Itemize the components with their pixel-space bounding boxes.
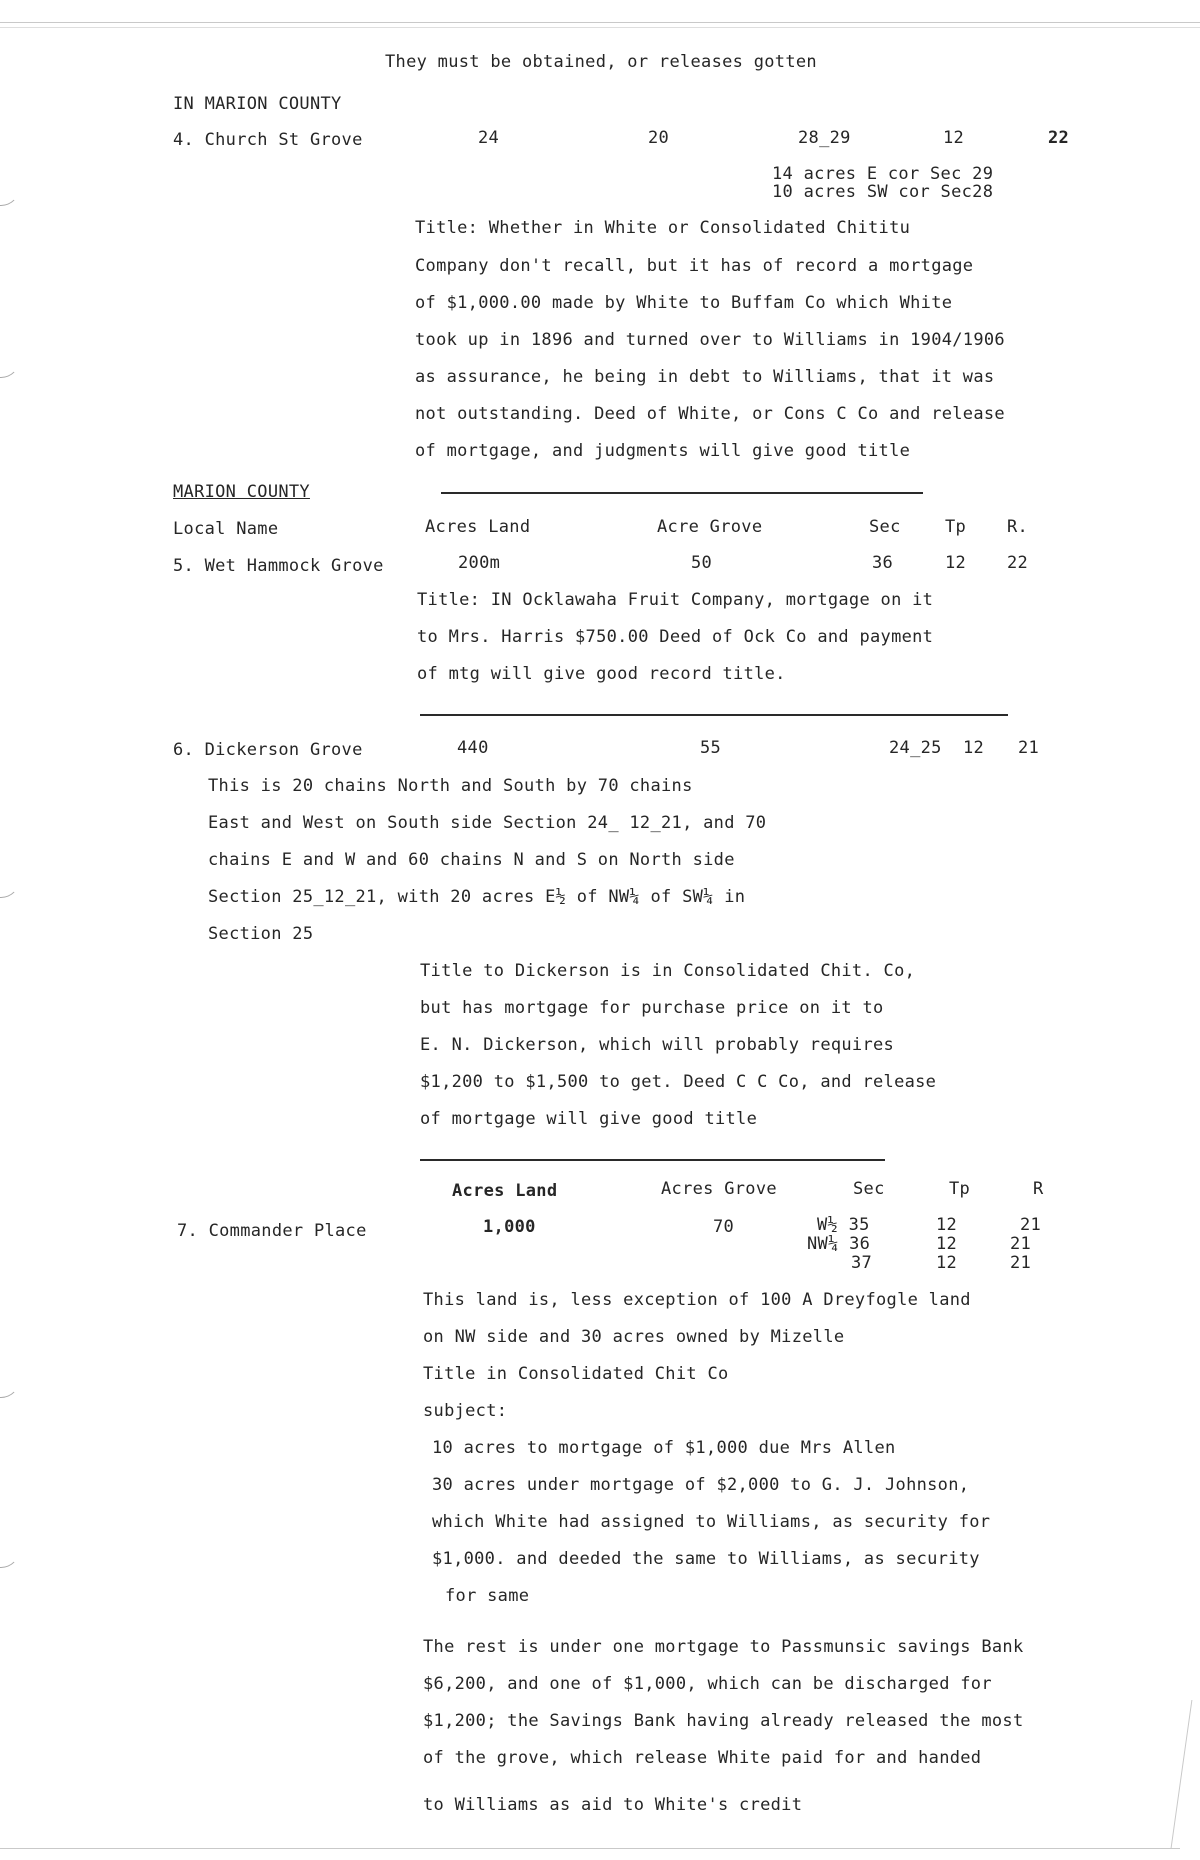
item-4-acres-grove: 20 <box>648 128 670 148</box>
item-4-title-line: took up in 1896 and turned over to Williams in 1904/1906 <box>415 330 1005 350</box>
item-7-sec-row: NW¼ 36 <box>807 1234 871 1254</box>
item-4-r: 22 <box>1048 128 1070 148</box>
item-7-sec-row: 37 <box>851 1253 873 1273</box>
punch-hole-3 <box>0 860 20 898</box>
punch-hole-4 <box>0 1360 20 1398</box>
item-4-title-line: Company don't recall, but it has of record a mortgage <box>415 256 974 276</box>
item-5-tp: 12 <box>945 553 967 573</box>
header-note: They must be obtained, or releases gotten <box>385 52 817 72</box>
item-4-acres-land: 24 <box>478 128 500 148</box>
item-4-title-line: Title: Whether in White or Consolidated Chititu <box>415 218 911 238</box>
item-7-subject-line: 10 acres to mortgage of $1,000 due Mrs Allen <box>432 1438 896 1458</box>
bottom-edge-line <box>0 1848 1180 1849</box>
top-edge-line <box>0 22 1200 23</box>
item-7-r-row: 21 <box>1010 1253 1032 1273</box>
item-6-desc-line: Section 25_12_21, with 20 acres E½ of NW¼ of SW¼ in <box>208 887 746 907</box>
item-7-acres-grove: 70 <box>713 1217 735 1237</box>
col-acre-grove: Acre Grove <box>657 517 763 537</box>
item-6-acres-grove: 55 <box>700 738 722 758</box>
col2-tp: Tp <box>949 1179 971 1199</box>
item-7-subject-line: for same <box>445 1586 530 1606</box>
punch-hole-5 <box>0 1530 20 1568</box>
item-7-tp-row: 12 <box>936 1253 958 1273</box>
item-4-label: 4. Church St Grove <box>173 130 363 150</box>
item-6-tp: 12 <box>963 738 985 758</box>
col2-r: R <box>1033 1179 1044 1199</box>
item-7-desc-line: subject: <box>423 1401 508 1421</box>
section-rule <box>420 714 1008 716</box>
item-5-title-line: Title: IN Ocklawaha Fruit Company, mortgage on it <box>417 590 934 610</box>
item-6-label: 6. Dickerson Grove <box>173 740 363 760</box>
item-4-sec: 28_29 <box>798 128 851 148</box>
item-7-r-row: 21 <box>1010 1234 1032 1254</box>
item-7-sec-row: W½ 35 <box>817 1215 870 1235</box>
item-4-title-line: of mortgage, and judgments will give good title <box>415 441 911 461</box>
item-5-title-line: to Mrs. Harris $750.00 Deed of Ock Co and payment <box>417 627 934 647</box>
item-7-subject-line: $1,000. and deeded the same to Williams, as security <box>432 1549 980 1569</box>
item-5-title-line: of mtg will give good record title. <box>417 664 786 684</box>
col-r: R. <box>1007 517 1029 537</box>
item-7-rest-line: $6,200, and one of $1,000, which can be discharged for <box>423 1674 992 1694</box>
item-6-desc-line: Section 25 <box>208 924 314 944</box>
col-sec: Sec <box>869 517 901 537</box>
item-7-desc-line: This land is, less exception of 100 A Dreyfogle land <box>423 1290 971 1310</box>
item-4-title-line: as assurance, he being in debt to Williams, that it was <box>415 367 995 387</box>
county-heading: IN MARION COUNTY <box>173 94 342 114</box>
item-7-desc-line: Title in Consolidated Chit Co <box>423 1364 729 1384</box>
item-6-desc-line: East and West on South side Section 24_ 12_21, and 70 <box>208 813 767 833</box>
right-edge-line <box>1171 1700 1193 1848</box>
punch-hole-1 <box>0 168 20 206</box>
item-7-rest-line: $1,200; the Savings Bank having already released the most <box>423 1711 1024 1731</box>
item-7-rest-line: to Williams as aid to White's credit <box>423 1795 803 1815</box>
item-7-rest-line: The rest is under one mortgage to Passmunsic savings Bank <box>423 1637 1024 1657</box>
col2-acres-land: Acres Land <box>452 1181 558 1201</box>
col-acres-land: Acres Land <box>425 517 531 537</box>
item-6-desc-line: chains E and W and 60 chains N and S on North side <box>208 850 735 870</box>
item-7-desc-line: on NW side and 30 acres owned by Mizelle <box>423 1327 845 1347</box>
section-rule <box>420 1159 885 1161</box>
item-5-acres-grove: 50 <box>691 553 713 573</box>
top-edge-line-2 <box>0 27 1200 28</box>
item-4-detail-2: 10 acres SW cor Sec28 <box>772 182 994 202</box>
item-7-tp-row: 12 <box>936 1215 958 1235</box>
item-7-label: 7. Commander Place <box>177 1221 367 1241</box>
item-5-acres-land: 200m <box>458 553 501 573</box>
item-6-title-line: $1,200 to $1,500 to get. Deed C C Co, and release <box>420 1072 937 1092</box>
item-5-sec: 36 <box>872 553 894 573</box>
item-4-title-line: of $1,000.00 made by White to Buffam Co which White <box>415 293 953 313</box>
item-7-r-row: 21 <box>1020 1215 1042 1235</box>
col-local-name: Local Name <box>173 519 279 539</box>
county-heading-underlined: MARION COUNTY <box>173 482 310 502</box>
item-4-tp: 12 <box>943 128 965 148</box>
item-6-title-line: E. N. Dickerson, which will probably requires <box>420 1035 895 1055</box>
item-7-rest-line: of the grove, which release White paid for and handed <box>423 1748 982 1768</box>
item-6-sec: 24_25 <box>889 738 942 758</box>
item-7-tp-row: 12 <box>936 1234 958 1254</box>
punch-hole-2 <box>0 340 20 378</box>
item-4-detail-1: 14 acres E cor Sec 29 <box>772 164 994 184</box>
item-7-subject-line: which White had assigned to Williams, as security for <box>432 1512 991 1532</box>
item-6-title-line: of mortgage will give good title <box>420 1109 758 1129</box>
section-rule <box>441 492 923 494</box>
col-tp: Tp <box>945 517 967 537</box>
item-7-subject-line: 30 acres under mortgage of $2,000 to G. J. Johnson, <box>432 1475 970 1495</box>
item-6-title-line: Title to Dickerson is in Consolidated Chit. Co, <box>420 961 916 981</box>
col2-sec: Sec <box>853 1179 885 1199</box>
col2-acres-grove: Acres Grove <box>661 1179 777 1199</box>
item-6-r: 21 <box>1018 738 1040 758</box>
item-4-title-line: not outstanding. Deed of White, or Cons C Co and release <box>415 404 1005 424</box>
item-6-title-line: but has mortgage for purchase price on it to <box>420 998 884 1018</box>
item-6-desc-line: This is 20 chains North and South by 70 chains <box>208 776 693 796</box>
item-6-acres-land: 440 <box>457 738 489 758</box>
item-5-label: 5. Wet Hammock Grove <box>173 556 384 576</box>
item-5-r: 22 <box>1007 553 1029 573</box>
item-7-acres-land: 1,000 <box>483 1217 536 1237</box>
